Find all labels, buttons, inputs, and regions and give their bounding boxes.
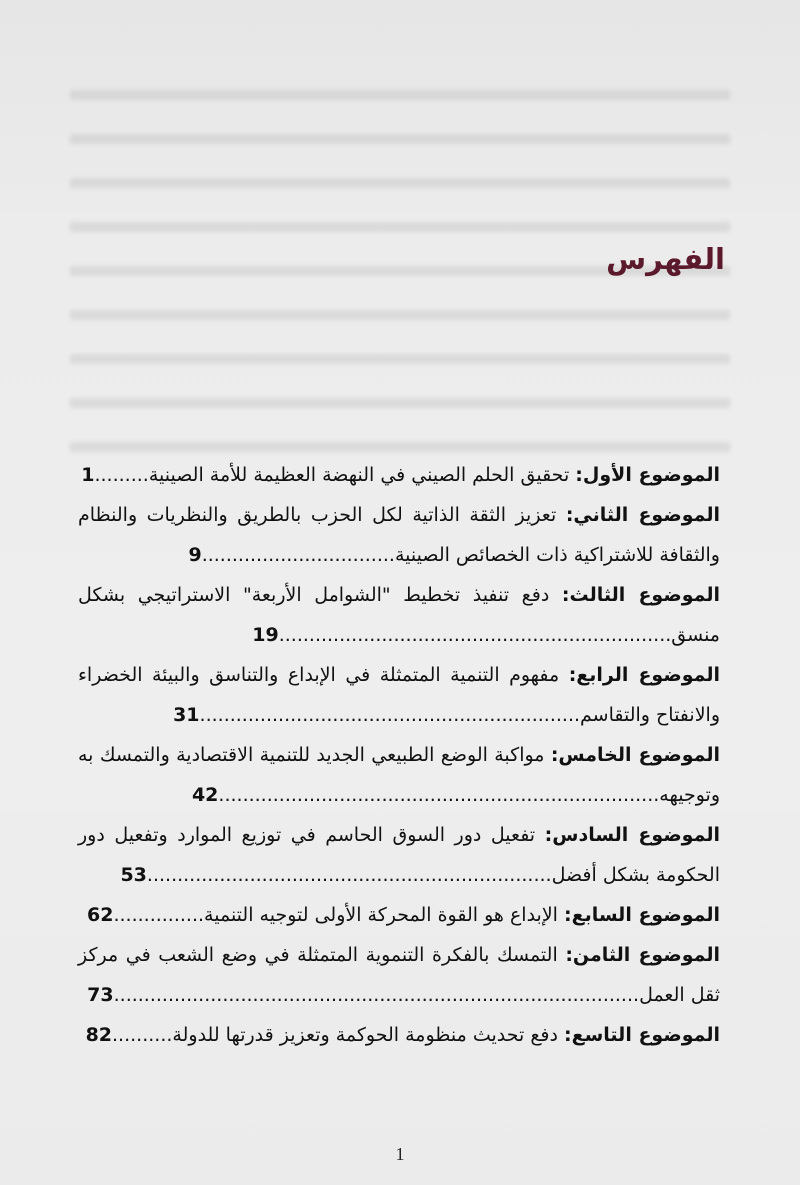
page-number: 1 (395, 1144, 405, 1164)
toc-entry-leader: ......... (94, 464, 149, 486)
toc-entry-8 (78, 935, 720, 1015)
toc-entry-leader: ......................................................................... (218, 784, 660, 806)
toc-entry-5 (78, 735, 720, 815)
toc-entry-7 (78, 895, 720, 935)
toc-entry-page: 9 (188, 544, 202, 566)
table-of-contents (78, 455, 720, 1055)
toc-entry-4 (78, 655, 720, 735)
toc-entry-label: الموضوع الرابع: (568, 664, 720, 686)
toc-entry-leader: ....................................................................................... (113, 984, 640, 1006)
toc-entry-page: 1 (81, 464, 95, 486)
toc-entry-page: 31 (173, 704, 200, 726)
toc-entry-label: الموضوع الأول: (575, 464, 720, 486)
toc-entry-title: الإبداع هو القوة المحركة الأولى لتوجيه التنمية (204, 904, 564, 926)
toc-entry-leader: ............... (113, 904, 205, 926)
toc-entry-title: مفهوم التنمية المتمثلة في الإبداع والتناسق والبيئة الخضراء والانفتاح والتقاسم (78, 664, 720, 726)
toc-entry-2 (78, 495, 720, 575)
toc-entry-leader: ................................................................... (146, 864, 552, 886)
toc-entry-label: الموضوع السابع: (564, 904, 720, 926)
toc-entry-page: 82 (85, 1024, 113, 1046)
toc-entry-page: 53 (120, 864, 147, 886)
toc-entry-label: الموضوع الثالث: (561, 584, 721, 606)
toc-entry-title: تعزيز الثقة الذاتية لكل الحزب بالطريق والنظريات والنظام والثقافة للاشتراكية ذات الخصائص الصينية (78, 504, 720, 566)
toc-entry-leader: ................................................................. (278, 624, 672, 646)
toc-entry-label: الموضوع التاسع: (564, 1024, 720, 1046)
toc-entry-title: التمسك بالفكرة التنموية المتمثلة في وضع الشعب في مركز ثقل العمل (78, 944, 720, 1006)
toc-entry-label: الموضوع السادس: (544, 824, 720, 846)
toc-entry-3 (78, 575, 720, 655)
toc-entry-page: 42 (191, 784, 219, 806)
toc-entry-title: دفع تحديث منظومة الحوكمة وتعزيز قدرتها للدولة (172, 1024, 565, 1046)
toc-entry-leader: ............................................................... (199, 704, 581, 726)
toc-entry-title: تحقيق الحلم الصيني في النهضة العظيمة للأمة الصينية (148, 464, 576, 486)
toc-entry-page: 62 (87, 904, 114, 926)
toc-entry-6 (78, 815, 720, 895)
toc-entry-1 (78, 455, 720, 495)
toc-entry-title: دفع تنفيذ تخطيط "الشوامل الأربعة" الاستراتيجي بشكل منسق (78, 584, 720, 646)
toc-entry-leader: .......... (112, 1024, 173, 1046)
toc-entry-leader: ................................ (201, 544, 395, 566)
toc-entry-page: 73 (87, 984, 114, 1006)
toc-entry-title: تفعيل دور السوق الحاسم في توزيع الموارد وتفعيل دور الحكومة بشكل أفضل (78, 824, 720, 886)
toc-entry-label: الموضوع الثامن: (565, 944, 720, 966)
toc-entry-9 (78, 1015, 720, 1055)
toc-entry-label: الموضوع الخامس: (550, 744, 720, 766)
toc-entry-title: مواكبة الوضع الطبيعي الجديد للتنمية الاقتصادية والتمسك به وتوجيهه (78, 744, 720, 806)
toc-entry-label: الموضوع الثاني: (565, 504, 720, 526)
toc-entry-page: 19 (252, 624, 279, 646)
page-title: الفهرس (606, 242, 725, 276)
